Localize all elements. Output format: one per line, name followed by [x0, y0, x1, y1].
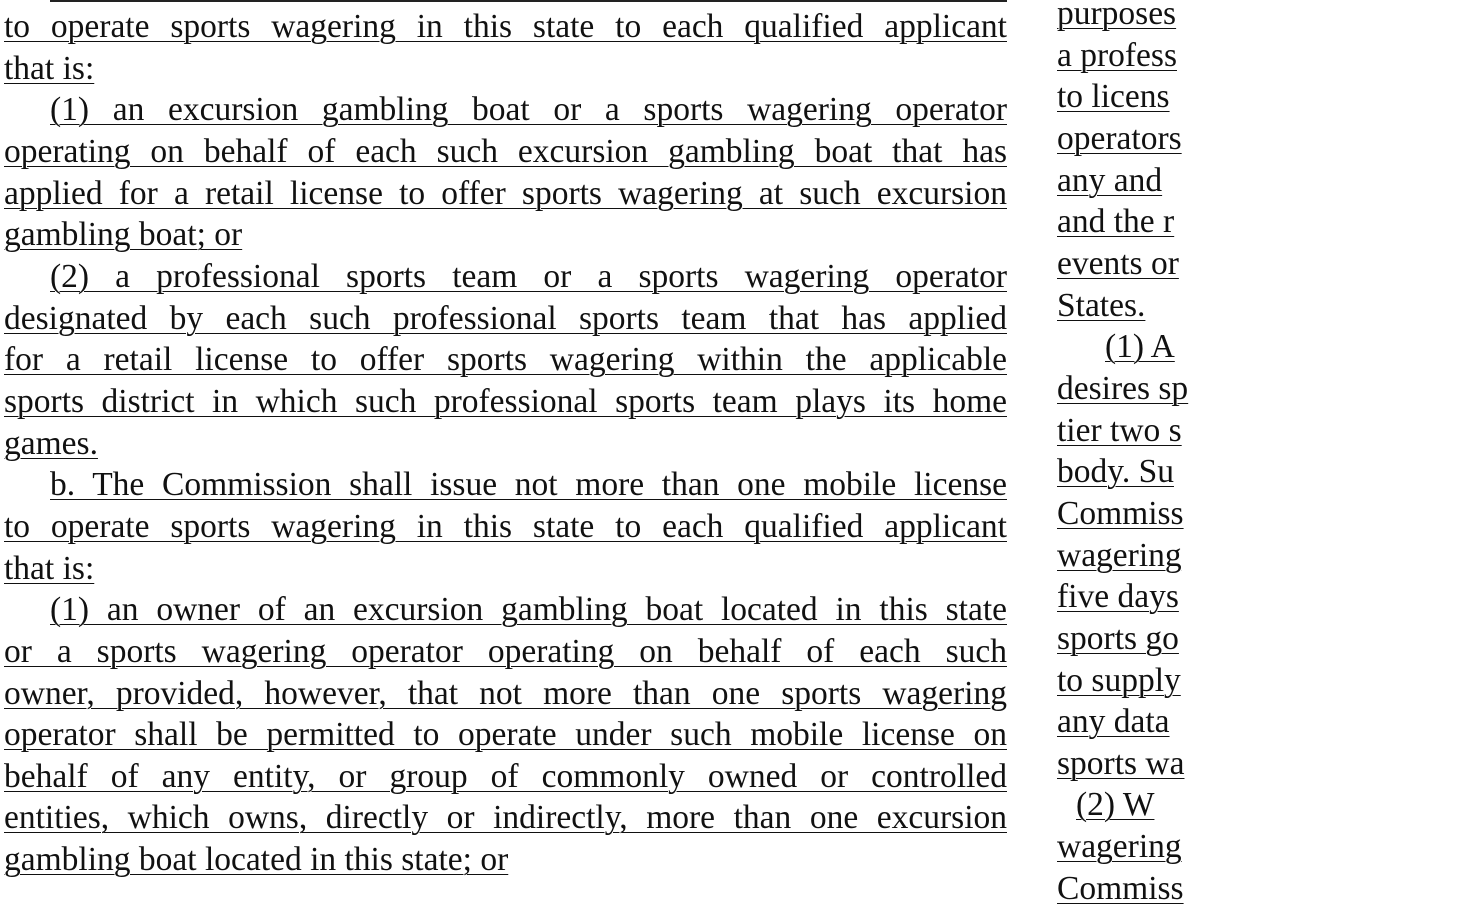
text-line: b. The Commission shall issue not more than one mobile license: [50, 466, 1007, 504]
text-line: that is:: [4, 549, 95, 587]
text-line: for a retail license to offer sports wagering within the applicable: [4, 341, 1007, 379]
text-line: designated by each such professional sports team that has applied: [4, 299, 1007, 337]
text-line: entities, which owns, directly or indirectly, more than one excursion: [4, 799, 1007, 837]
text-line: five days: [1057, 578, 1179, 616]
text-line: wagering: [1057, 828, 1182, 866]
text-line: (2) W: [1076, 786, 1155, 824]
text-line: operator shall be permitted to operate under such mobile license on: [4, 716, 1007, 754]
text-line: Commiss: [1057, 869, 1184, 907]
text-line: tier two s: [1057, 411, 1182, 449]
text-line: operating on behalf of each such excursion gambling boat that has: [4, 132, 1007, 170]
text-line: a profess: [1057, 36, 1177, 74]
text-line: States.: [1057, 286, 1146, 324]
text-line: and the r: [1057, 203, 1175, 241]
text-line: to supply: [1057, 661, 1181, 699]
text-line: sports go: [1057, 619, 1179, 657]
text-line: (1) an owner of an excursion gambling boat located in this state: [50, 591, 1007, 629]
text-line: that is:: [4, 49, 95, 87]
text-line: gambling boat located in this state; or: [4, 841, 509, 879]
text-line: body. Su: [1057, 453, 1174, 491]
text-line: any and: [1057, 161, 1163, 199]
text-line: operators: [1057, 119, 1182, 157]
text-line: owner, provided, however, that not more than one sports wagering: [4, 674, 1007, 712]
text-line: any data: [1057, 703, 1170, 741]
text-line: Commiss: [1057, 494, 1184, 532]
text-line: behalf of any entity, or group of commonly owned or controlled: [4, 757, 1007, 795]
text-line: to operate sports wagering in this state to each qualified applicant: [4, 507, 1007, 545]
text-line: applied for a retail license to offer sports wagering at such excursion: [4, 174, 1007, 212]
right-column: [1057, 0, 1457, 909]
text-line: desires sp: [1057, 369, 1189, 407]
left-column: [4, 6, 1007, 881]
top-rule: [50, 0, 1007, 2]
text-line: games.: [4, 424, 98, 462]
right-column-clip: [1057, 0, 1190, 907]
text-line: (2) a professional sports team or a sports wagering operator: [50, 257, 1007, 295]
text-line: gambling boat; or: [4, 216, 243, 254]
text-line: wagering: [1057, 536, 1182, 574]
text-line: (1) A: [1105, 328, 1175, 366]
text-line: purposes: [1057, 0, 1177, 32]
text-line: sports wa: [1057, 744, 1185, 782]
text-line: sports district in which such professional sports team plays its home: [4, 382, 1007, 420]
text-line: to licens: [1057, 78, 1170, 116]
text-line: to operate sports wagering in this state to each qualified applicant: [4, 8, 1007, 45]
text-line: or a sports wagering operator operating on behalf of each such: [4, 632, 1007, 670]
text-line: events or: [1057, 244, 1179, 282]
text-line: (1) an excursion gambling boat or a sports wagering operator: [50, 91, 1007, 129]
